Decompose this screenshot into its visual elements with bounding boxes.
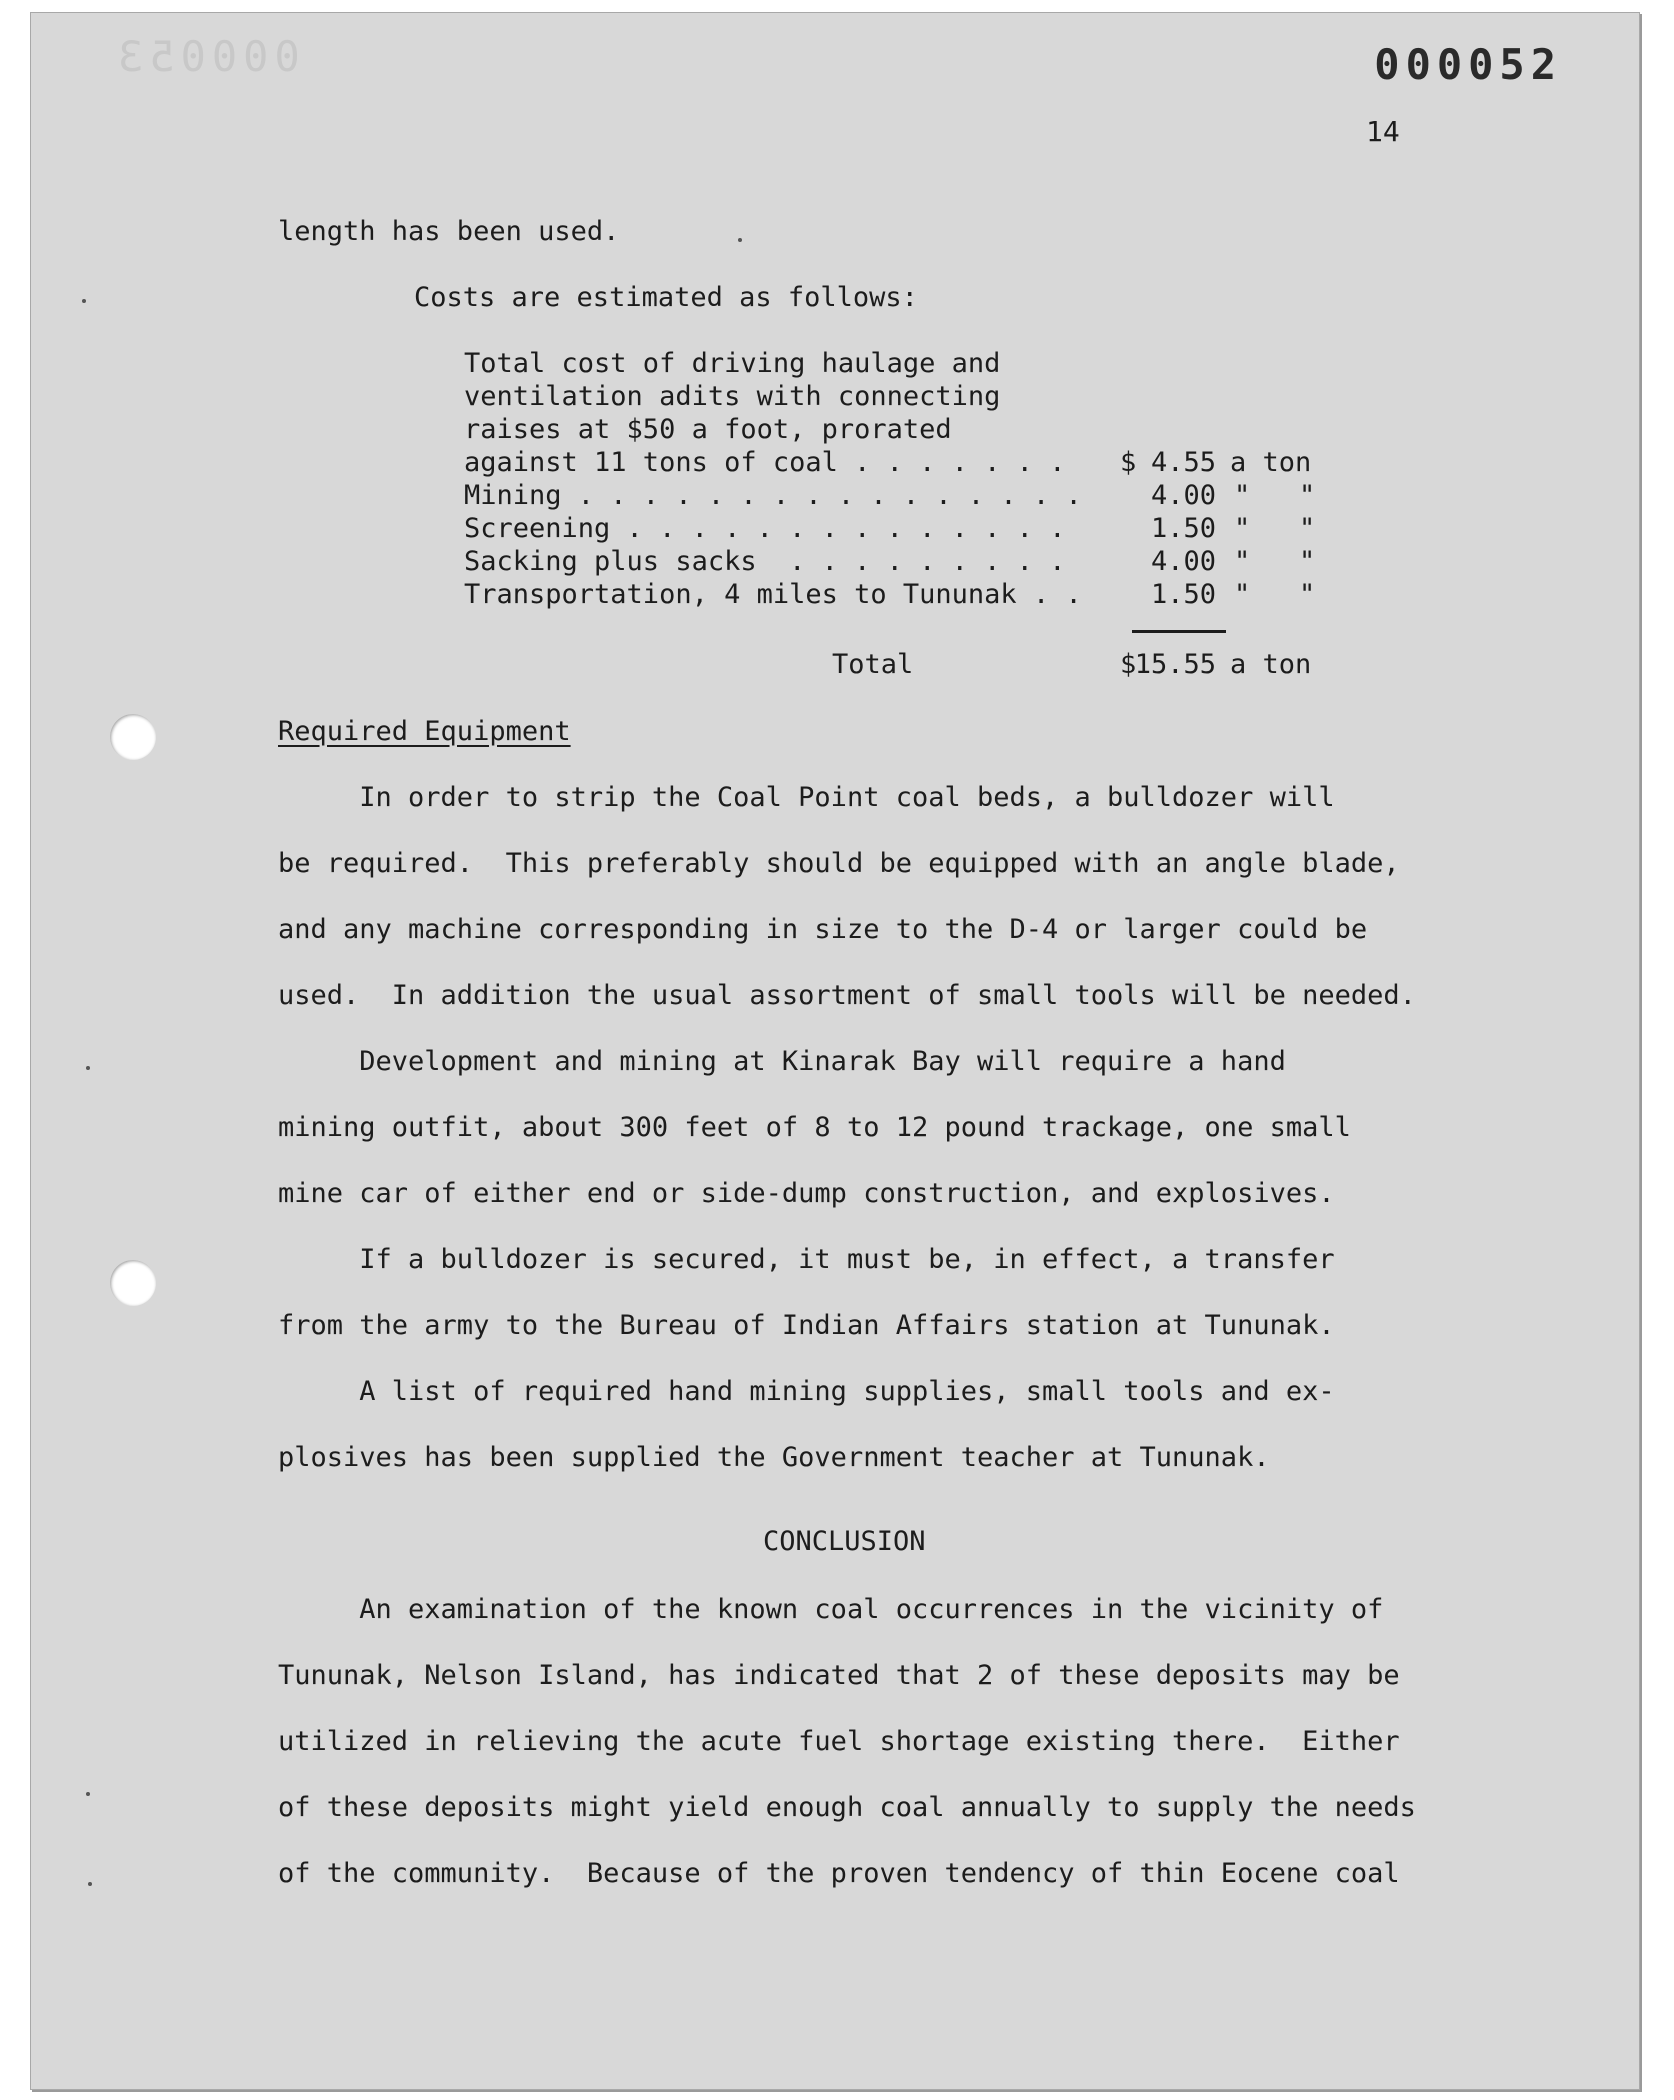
cost-row-unit: a ton: [1230, 447, 1312, 478]
text-line: used. In addition the usual assortment of small tools will be needed.: [278, 980, 1416, 1011]
cost-item-description: ventilation adits with connecting: [464, 381, 1001, 412]
text-line: mine car of either end or side-dump construction, and explosives.: [278, 1178, 1335, 1209]
cost-row-amount: 4.00: [1150, 546, 1216, 577]
text-line: Development and mining at Kinarak Bay will require a hand: [278, 1046, 1286, 1077]
text-line: mining outfit, about 300 feet of 8 to 12 pound trackage, one small: [278, 1112, 1351, 1143]
cost-row-label: Sacking plus sacks . . . . . . . . .: [464, 546, 1066, 577]
cost-row-unit: " ": [1234, 579, 1316, 610]
bleed-through-number: 000053: [112, 32, 300, 81]
cost-row-label: Mining . . . . . . . . . . . . . . . .: [464, 480, 1082, 511]
text-line: Tununak, Nelson Island, has indicated that 2 of these deposits may be: [278, 1660, 1400, 1691]
cost-row-label: Screening . . . . . . . . . . . . . .: [464, 513, 1066, 544]
paper-speck: [738, 238, 742, 242]
cost-row-unit: " ": [1234, 480, 1316, 511]
costs-intro: Costs are estimated as follows:: [414, 282, 918, 313]
text-line: If a bulldozer is secured, it must be, in effect, a transfer: [278, 1244, 1335, 1275]
text-line: utilized in relieving the acute fuel shortage existing there. Either: [278, 1726, 1400, 1757]
cost-row-amount: 4.00: [1150, 480, 1216, 511]
section-heading-equipment: Required Equipment: [278, 716, 571, 747]
cost-row-unit: " ": [1234, 513, 1316, 544]
cost-row-label: against 11 tons of coal . . . . . . .: [464, 447, 1066, 478]
text-line: A list of required hand mining supplies, small tools and ex-: [278, 1376, 1335, 1407]
carry-over-line: length has been used.: [278, 216, 620, 247]
page-number: 14: [1366, 115, 1400, 148]
text-line: In order to strip the Coal Point coal beds, a bulldozer will: [278, 782, 1335, 813]
paper-speck: [88, 1882, 92, 1886]
text-line: of the community. Because of the proven tendency of thin Eocene coal: [278, 1858, 1400, 1889]
punch-hole-upper: [110, 714, 156, 760]
total-dollar: $: [1120, 649, 1137, 680]
cost-row-label: Transportation, 4 miles to Tununak . .: [464, 579, 1082, 610]
total-amount: 15.55: [1134, 649, 1216, 680]
paper-speck: [82, 299, 86, 303]
total-label: Total: [832, 649, 914, 680]
cost-row-dollar: $: [1120, 447, 1137, 478]
cost-row-unit: " ": [1234, 546, 1316, 577]
text-line: of these deposits might yield enough coal annually to supply the needs: [278, 1792, 1416, 1823]
total-unit: a ton: [1230, 649, 1312, 680]
cost-row-amount: 1.50: [1150, 579, 1216, 610]
paper-speck: [86, 1792, 90, 1796]
text-line: and any machine corresponding in size to the D-4 or larger could be: [278, 914, 1368, 945]
text-line: An examination of the known coal occurrences in the vicinity of: [278, 1594, 1384, 1625]
cost-item-description: Total cost of driving haulage and: [464, 348, 1001, 379]
punch-hole-lower: [110, 1260, 156, 1306]
paper-speck: [86, 1066, 90, 1070]
cost-item-description: raises at $50 a foot, prorated: [464, 414, 952, 445]
section-heading-conclusion: CONCLUSION: [763, 1526, 926, 1557]
cost-row-amount: 4.55: [1150, 447, 1216, 478]
cost-row-amount: 1.50: [1150, 513, 1216, 544]
text-line: from the army to the Bureau of Indian Affairs station at Tununak.: [278, 1310, 1335, 1341]
text-line: be required. This preferably should be equipped with an angle blade,: [278, 848, 1400, 879]
text-line: plosives has been supplied the Government teacher at Tununak.: [278, 1442, 1270, 1473]
total-rule: [1132, 630, 1226, 633]
document-page: [30, 12, 1640, 2090]
document-number: 000052: [1374, 40, 1562, 89]
